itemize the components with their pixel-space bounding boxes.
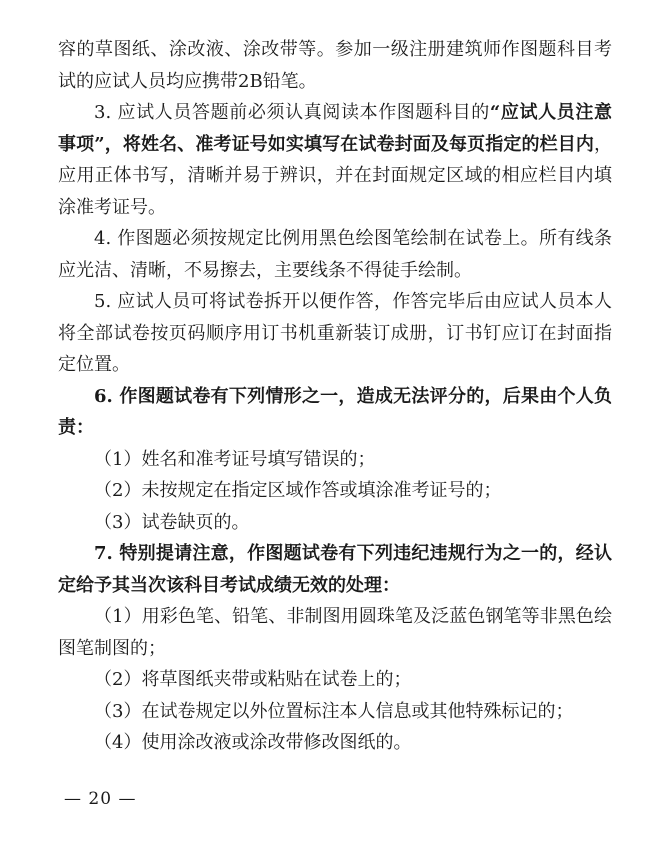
list-item-7-2: （2）将草图纸夹带或粘贴在试卷上的； [94,669,412,690]
item-3-text-a: 3. 应试人员答题前必须认真阅读本作图题科目的 [94,102,490,123]
page-number: — 20 — [64,789,137,809]
list-item-7-1: （1）用彩色笔、铅笔、非制图用圆珠笔及泛蓝色钢笔等非黑色绘图笔制图的； [58,606,612,659]
list-item-6-3: （3）试卷缺页的。 [94,511,250,533]
list-item-6-1: （1）姓名和准考证号填写错误的； [94,448,376,470]
paragraph-item-4: 4. 作图题必须按规定比例用黑色绘图笔绘制在试卷上。所有线条应光洁、清晰，不易擦去，主要线条不得徒手绘制。 [58,228,612,281]
item-3-text-c: ，应用正体书写，清晰并易于辨识，并在封面规定区域的相应栏目内填涂准考证号。 [58,133,612,218]
paragraph-item-6: 6. 作图题试卷有下列情形之一，造成无法评分的，后果由个人负责： [58,385,612,438]
paragraph-item-3 [58,97,612,223]
list-item-6-2: （2）未按规定在指定区域作答或填涂准考证号的； [94,480,502,501]
paragraph-continued: 容的草图纸、涂改液、涂改带等。参加一级注册建筑师作图题科目考试的应试人员均应携带2B铅笔。 [58,39,612,92]
paragraph-item-7: 7. 特别提请注意，作图题试卷有下列违纪违规行为之一的，经认定给予其当次该科目考试成绩无效的处理： [58,543,612,596]
paragraph-item-5: 5. 应试人员可将试卷拆开以便作答，作答完毕后由应试人员本人将全部试卷按页码顺序用订书机重新装订成册，订书钉应订在封面指定位置。 [58,291,612,375]
list-item-7-3: （3）在试卷规定以外位置标注本人信息或其他特殊标记的； [94,700,574,722]
item-3-text-bold: “应试人员注意事项”，将姓名、准考证号如实填写在试卷封面及每页指定的栏目内 [58,102,612,155]
list-item-7-4: （4）使用涂改液或涂改带修改图纸的。 [94,732,412,753]
document-body [58,34,612,759]
